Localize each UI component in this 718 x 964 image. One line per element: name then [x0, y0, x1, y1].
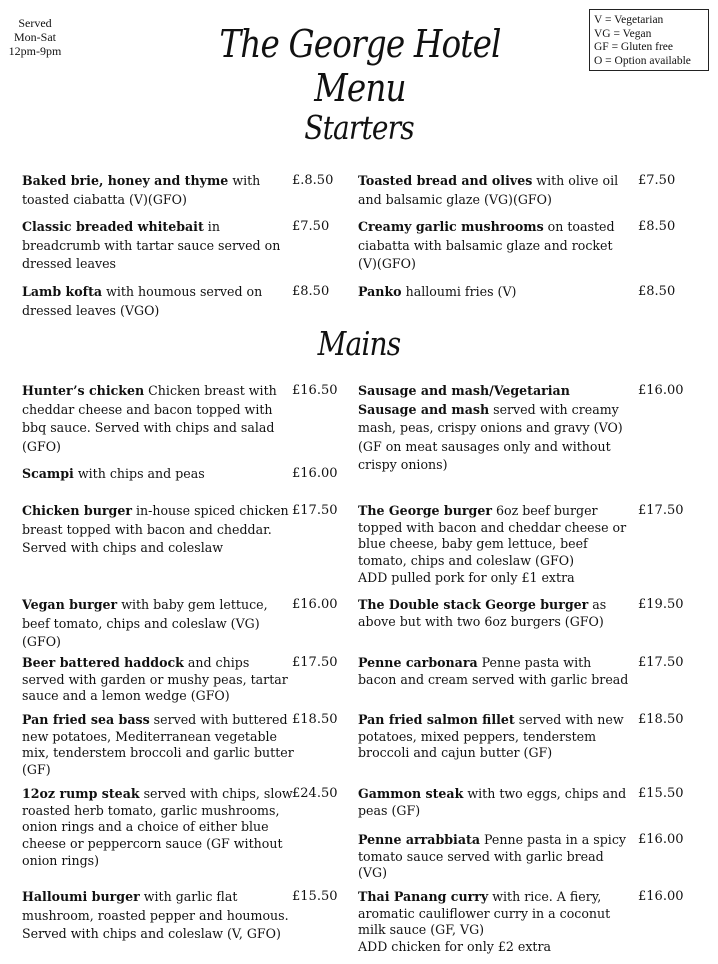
item-name: Classic breaded whitebait	[22, 219, 204, 234]
serving-hours-line: 12pm-9pm	[8, 44, 62, 58]
menu-item	[22, 382, 294, 456]
menu-title: The George Hotel Menu	[219, 22, 501, 110]
item-name: Pan fried sea bass	[22, 712, 150, 727]
menu-item	[22, 283, 294, 320]
item-name: Baked brie, honey and thyme	[22, 173, 229, 188]
legend-line: V = Vegetarian	[594, 14, 664, 26]
item-description: Penne pasta with bacon and cream served with garlic bread	[358, 655, 629, 687]
item-name: Thai Panang curry	[358, 889, 489, 904]
item-price: £8.50	[638, 284, 676, 299]
menu-item	[22, 465, 294, 484]
item-price: £18.50	[638, 712, 684, 727]
menu-item	[22, 888, 294, 944]
item-name: Penne carbonara	[358, 655, 478, 670]
item-name: 12oz rump steak	[22, 786, 140, 801]
dietary-legend	[589, 9, 709, 71]
menu-item	[358, 597, 630, 630]
item-name: Sausage and mash/Vegetarian Sausage and mash	[358, 383, 570, 417]
item-description: served with buttered new potatoes, Mediterranean vegetable mix, tenderstem broccoli and garlic butter (GF)	[22, 712, 294, 778]
legend-line: GF = Gluten free	[594, 41, 673, 53]
item-description: Chicken breast with cheddar cheese and bacon topped with bbq sauce. Served with chips and salad (GFO)	[22, 383, 277, 454]
menu-item	[22, 712, 294, 779]
item-price: £19.50	[638, 597, 684, 612]
menu-item	[358, 283, 630, 302]
item-name: Panko	[358, 284, 402, 299]
menu-item	[358, 503, 630, 587]
item-description: with chips and peas	[73, 466, 205, 481]
menu-item	[358, 382, 630, 475]
item-price: £8.50	[638, 219, 676, 234]
menu-item	[358, 172, 630, 209]
item-extra: ADD chicken for only £2 extra	[358, 939, 552, 955]
menu-item	[22, 786, 294, 870]
item-price: £16.00	[638, 832, 684, 847]
menu-item	[22, 655, 294, 705]
item-name: Toasted bread and olives	[358, 173, 533, 188]
serving-hours	[4, 16, 66, 58]
item-name: The George burger	[358, 503, 492, 518]
item-description: served with creamy mash, peas, crispy onions and gravy (VO)(GF on meat sausages only and without crispy onions)	[358, 401, 623, 473]
item-description: served with new potatoes, mixed peppers, tenderstem broccoli and cajun butter (GF)	[358, 712, 624, 761]
item-price: £7.50	[638, 173, 676, 188]
legend-line: O = Option available	[594, 54, 691, 67]
menu-item	[22, 596, 294, 652]
item-price: £18.50	[292, 712, 338, 727]
item-name: Gammon steak	[358, 786, 464, 801]
item-price: £8.50	[292, 284, 330, 299]
starters-heading: Starters	[304, 108, 414, 147]
item-price: £17.50	[638, 503, 684, 518]
item-name: Pan fried salmon fillet	[358, 712, 515, 727]
menu-item	[22, 172, 294, 209]
item-description: halloumi fries (V)	[401, 284, 517, 299]
item-price: £.8.50	[292, 173, 334, 188]
item-price: £17.50	[292, 503, 338, 518]
menu-item	[358, 218, 630, 274]
item-name: Hunter’s chicken	[22, 383, 145, 398]
item-description: served with chips, slow roasted herb tomato, garlic mushrooms, onion rings and a choice of either blue cheese or peppercorn sauce (GF without onion rings)	[22, 786, 293, 868]
item-price: £7.50	[292, 219, 330, 234]
item-description: with two eggs, chips and peas (GF)	[358, 786, 627, 818]
item-description: with houmous served on dressed leaves (VGO)	[22, 284, 263, 318]
legend-line: VG = Vegan	[594, 27, 652, 40]
item-description: 6oz beef burger topped with bacon and cheddar cheese or blue cheese, baby gem lettuce, beef tomato, chips and coleslaw (GFO)	[358, 503, 627, 569]
menu-item	[358, 712, 630, 762]
menu-item	[22, 218, 294, 274]
item-name: Chicken burger	[22, 503, 132, 518]
item-name: Penne arrabbiata	[358, 832, 480, 847]
item-name: Lamb kofta	[22, 284, 103, 299]
item-price: £15.50	[638, 786, 684, 801]
item-price: £16.00	[292, 597, 338, 612]
item-price: £16.00	[638, 889, 684, 904]
item-description: Penne pasta in a spicy tomato sauce served with garlic bread (VG)	[358, 832, 627, 881]
item-price: £16.00	[292, 466, 338, 481]
item-name: The Double stack George burger	[358, 597, 589, 612]
item-price: £16.50	[292, 383, 338, 398]
item-description: on toasted ciabatta with balsamic glaze and rocket (V)(GFO)	[358, 219, 615, 272]
item-extra: ADD pulled pork for only £1 extra	[358, 569, 575, 585]
item-name: Halloumi burger	[22, 889, 140, 904]
item-description: with rice. A fiery, aromatic cauliflower curry in a coconut milk sauce (GF, VG)	[358, 889, 611, 938]
item-name: Beer battered haddock	[22, 655, 184, 670]
serving-hours-line: Served	[18, 16, 52, 30]
item-price: £24.50	[292, 786, 338, 801]
item-price: £17.50	[292, 655, 338, 670]
menu-item	[358, 889, 630, 956]
item-description: in breadcrumb with tartar sauce served on dressed leaves	[22, 219, 281, 272]
item-price: £15.50	[292, 889, 338, 904]
mains-heading: Mains	[317, 324, 401, 363]
item-description: as above but with two 6oz burgers (GFO)	[358, 597, 607, 629]
serving-hours-line: Mon-Sat	[14, 30, 56, 44]
menu-item	[358, 786, 630, 819]
item-description: and chips served with garden or mushy peas, tartar sauce and a lemon wedge (GFO)	[22, 655, 288, 704]
item-price: £17.50	[638, 655, 684, 670]
item-name: Scampi	[22, 466, 74, 481]
item-name: Creamy garlic mushrooms	[358, 219, 544, 234]
item-description: with baby gem lettuce, beef tomato, chips and coleslaw (VG) (GFO)	[22, 597, 268, 650]
item-price: £16.00	[638, 383, 684, 398]
item-description: with toasted ciabatta (V)(GFO)	[22, 173, 261, 207]
menu-item	[358, 832, 630, 882]
menu-item	[358, 655, 630, 688]
menu-item	[22, 502, 294, 558]
item-description: in-house spiced chicken breast topped with bacon and cheddar. Served with chips and coleslaw	[22, 503, 289, 556]
item-description: with garlic flat mushroom, roasted pepper and houmous. Served with chips and coleslaw (V, GFO)	[22, 889, 289, 942]
item-description: with olive oil and balsamic glaze (VG)(GFO)	[358, 173, 619, 207]
item-name: Vegan burger	[22, 597, 118, 612]
